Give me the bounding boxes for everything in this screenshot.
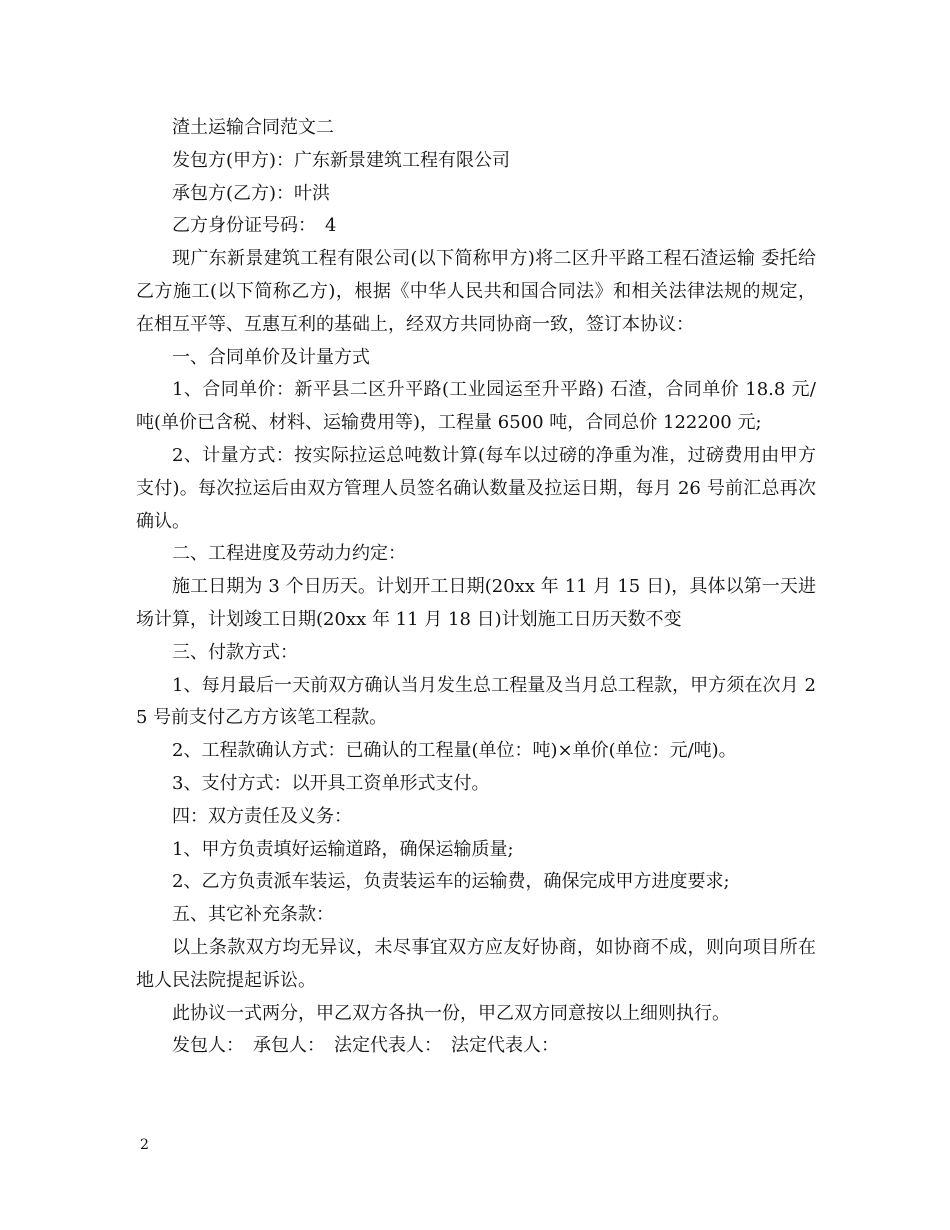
party-b-id-line: 乙方身份证号码： 4 <box>172 215 337 237</box>
clause-2-schedule: 施工日期为 3 个日历天。计划开工日期(20xx 年 11 月 15 日)，具体以第一天进场计算，计划竣工日期(20xx 年 11 月 18 日)计划施工日历天数不变 <box>136 576 816 630</box>
clause-4-1: 1、甲方负责填好运输道路，确保运输质量; <box>172 838 514 860</box>
clause-3-3: 3、支付方式：以开具工资单形式支付。 <box>172 772 490 794</box>
section-heading-4: 四：双方责任及义务： <box>172 805 352 827</box>
clause-3-2: 2、工程款确认方式：已确认的工程量(单位：吨)×单价(单位：元/吨)。 <box>172 740 737 762</box>
signature-line: 发包人： 承包人： 法定代表人： 法定代表人： <box>172 1035 559 1057</box>
section-heading-2: 二、工程进度及劳动力约定： <box>172 543 406 565</box>
clause-4-2: 2、乙方负责派车装运，负责装运车的运输费，确保完成甲方进度要求; <box>172 871 730 893</box>
clause-1-1: 1、合同单价：新平县二区升平路(工业园运至升平路) 石渣，合同单价 18.8 元/吨(单价已含税、材料、运输费用等)，工程量 6500 吨，合同总价 122200 元; <box>136 379 816 434</box>
party-a-line: 发包方(甲方)：广东新景建筑工程有限公司 <box>172 149 511 171</box>
clause-5-2: 此协议一式两分，甲乙双方各执一份，甲乙双方同意按以上细则执行。 <box>172 1002 730 1024</box>
clause-1-2: 2、计量方式：按实际拉运总吨数计算(每车以过磅的净重为准，过磅费用由甲方支付)。每次拉运后由双方管理人员签名确认数量及拉运日期，每月 26 号前汇总再次确认。 <box>136 444 816 532</box>
section-heading-5: 五、其它补充条款： <box>172 904 334 926</box>
document-body <box>136 112 816 1063</box>
clause-5-1: 以上条款双方均无异议，未尽事宜双方应友好协商，如协商不成，则向项目所在地人民法院提起诉讼。 <box>136 936 816 991</box>
section-heading-1: 一、合同单价及计量方式 <box>172 346 370 368</box>
doc-title: 渣土运输合同范文二 <box>172 117 334 138</box>
clause-3-1: 1、每月最后一天前双方确认当月发生总工程量及当月总工程款，甲方须在次月 25 号前支付乙方方该笔工程款。 <box>136 674 816 729</box>
intro-paragraph: 现广东新景建筑工程有限公司(以下简称甲方)将二区升平路工程石渣运输 委托给乙方施工(以下简称乙方)，根据《中华人民共和国合同法》和相关法律法规的规定，在相互平等、互惠互利的基础上，经双方共同协商一致，签订本协议： <box>136 248 816 335</box>
section-heading-3: 三、付款方式： <box>172 641 298 663</box>
page-number: 2 <box>140 1137 149 1153</box>
party-b-line: 承包方(乙方)：叶洪 <box>172 182 331 204</box>
